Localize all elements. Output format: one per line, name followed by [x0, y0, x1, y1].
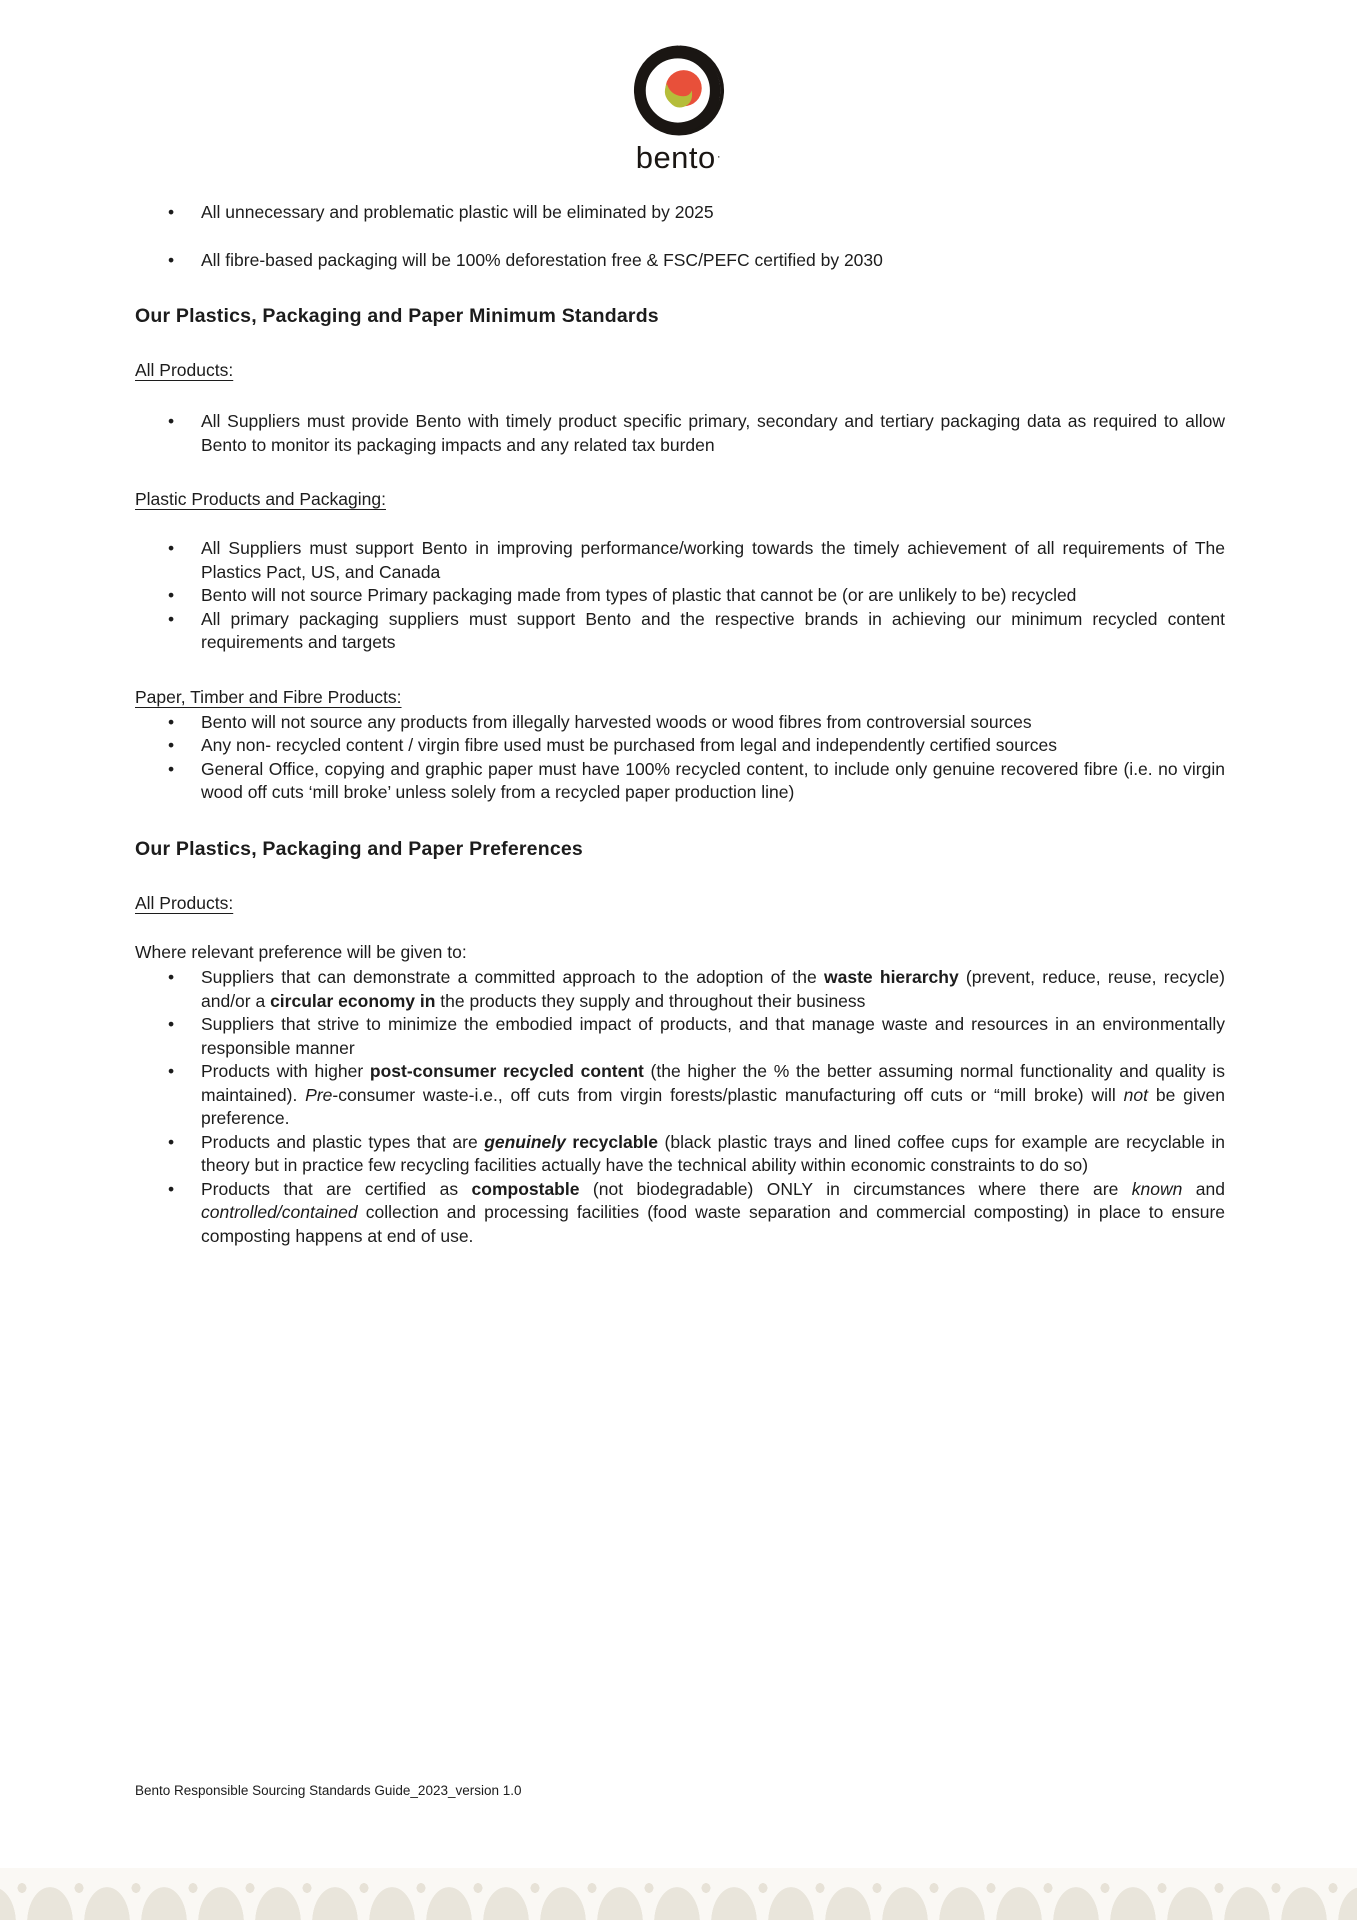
- bullet-item: [201, 734, 1225, 758]
- footer-text: Bento Responsible Sourcing Standards Guide_2023_version 1.0: [135, 1783, 522, 1798]
- text-run: Products with higher: [201, 1061, 370, 1081]
- text-run: the products they supply and throughout their business: [435, 990, 866, 1011]
- text-run: controlled/contained: [201, 1202, 358, 1222]
- intro-bullet-list: [135, 201, 1225, 272]
- preferences-lead-text: Where relevant preference will be given to:: [135, 941, 467, 962]
- bottom-decor-band: [0, 1868, 1357, 1920]
- text-run: collection and processing facilities (food waste separation and commercial composting) in place to ensure composting happens at end of use.: [201, 1202, 1225, 1246]
- text-run: Pre: [305, 1084, 333, 1105]
- text-run: post-consumer recycled content: [369, 1061, 644, 1081]
- bullet-item: [201, 758, 1225, 805]
- document-body: [135, 201, 1225, 1248]
- sub-heading-plastic-products: Plastic Products and Packaging:: [135, 489, 386, 509]
- plastic-bullet-list: [135, 537, 1225, 655]
- minimum-standards-heading: Our Plastics, Packaging and Paper Minimum Standards: [135, 305, 659, 327]
- sub-heading-all-products-2: All Products:: [135, 892, 234, 913]
- text-run: genuinely: [484, 1131, 566, 1152]
- text-run: recyclable: [565, 1131, 658, 1152]
- text-run: and: [1182, 1178, 1225, 1199]
- text-run: compostable: [471, 1178, 580, 1199]
- text-run: circular economy in: [270, 990, 436, 1011]
- text-run: (the higher the % the better assuming normal functionality and quality is maintained).: [201, 1061, 1225, 1105]
- bullet-item: [201, 584, 1225, 608]
- brand-wordmark: bento·: [635, 140, 722, 175]
- text-run: waste hierarchy: [824, 967, 959, 987]
- bullet-item: [201, 966, 1225, 1013]
- brand-trademark-mark: ·: [716, 149, 722, 163]
- text-run: (prevent, reduce, reuse, recycle) and/or a: [201, 967, 1225, 1011]
- bullet-item: [201, 1178, 1225, 1249]
- preferences-heading: Our Plastics, Packaging and Paper Preferences: [135, 837, 583, 860]
- bullet-item: [201, 608, 1225, 655]
- bullet-item: [201, 1131, 1225, 1178]
- bullet-item: [201, 1013, 1225, 1060]
- bullet-item: [201, 249, 1225, 273]
- sub-heading-all-products-1: All Products:: [135, 360, 234, 380]
- text-run: Any non- recycled content / virgin fibre used must be purchased from legal and independently certified sources: [201, 735, 1058, 755]
- bullet-item: [201, 410, 1225, 457]
- text-run: All Suppliers must provide Bento with timely product specific primary, secondary and tertiary packaging data as required to allow Bento to monitor its packaging impacts and any related tax burden: [201, 411, 1225, 455]
- bento-logo-icon: [620, 38, 738, 150]
- text-run: All unnecessary and problematic plastic will be eliminated by 2025: [201, 202, 714, 222]
- preferences-bullet-list: [135, 966, 1225, 1248]
- text-run: All fibre-based packaging will be 100% deforestation free & FSC/PEFC certified by 2030: [201, 249, 883, 270]
- text-run: (not biodegradable) ONLY in circumstances where there are: [579, 1178, 1132, 1199]
- text-run: All primary packaging suppliers must support Bento and the respective brands in achieving our minimum recycled content requirements and targets: [201, 608, 1225, 652]
- text-run: (black plastic trays and lined coffee cups for example are recyclable in theory but in practice few recycling facilities actually have the technical ability within economic constraints to do so): [201, 1131, 1225, 1175]
- text-run: Products and plastic types that are: [201, 1131, 485, 1152]
- text-run: known: [1131, 1178, 1183, 1199]
- text-run: All Suppliers must support Bento in improving performance/working towards the timely achievement of all requirements of The Plastics Pact, US, and Canada: [201, 538, 1225, 582]
- bullet-item: [201, 711, 1225, 735]
- text-run: -consumer waste-i.e., off cuts from virgin forests/plastic manufacturing off cuts or “mill broke) will: [332, 1084, 1124, 1105]
- text-run: be given preference.: [201, 1084, 1225, 1128]
- text-run: General Office, copying and graphic paper must have 100% recycled content, to include only genuine recovered fibre (i.e. no virgin wood off cuts ‘mill broke’ unless solely from a recycled paper production line): [201, 758, 1225, 802]
- all-products-bullet-list: [135, 410, 1225, 457]
- logo-block: [0, 0, 1357, 173]
- text-run: not: [1123, 1084, 1148, 1105]
- bullet-item: [201, 1060, 1225, 1131]
- paper-bullet-list: [135, 711, 1225, 805]
- bullet-item: [201, 537, 1225, 584]
- text-run: Bento will not source any products from illegally harvested woods or wood fibres from controversial sources: [201, 711, 1032, 732]
- text-run: Suppliers that can demonstrate a committed approach to the adoption of the: [201, 967, 824, 987]
- sub-heading-paper-timber-fibre: Paper, Timber and Fibre Products:: [135, 686, 402, 707]
- bullet-item: [201, 201, 1225, 225]
- text-run: Bento will not source Primary packaging made from types of plastic that cannot be (or are unlikely to be) recycled: [201, 585, 1077, 605]
- text-run: Products that are certified as: [201, 1178, 472, 1199]
- text-run: Suppliers that strive to minimize the embodied impact of products, and that manage waste and resources in an environmentally responsible manner: [201, 1014, 1225, 1058]
